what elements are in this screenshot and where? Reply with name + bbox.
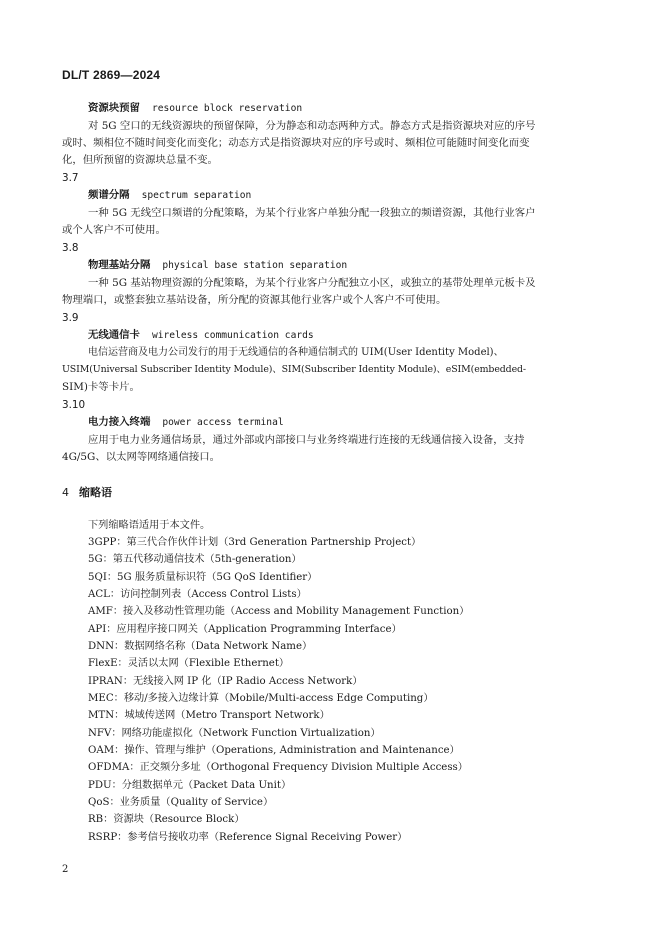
term-cn: 无线通信卡: [88, 329, 140, 341]
term-cn: 物理基站分隔: [88, 259, 151, 271]
definition-line: 或时、频相位不随时间变化而变化；动态方式是指资源块对应的序号或时、频相位可能随时间变化而变: [62, 137, 530, 149]
abbreviation-item: MEC：移动/多接入边缘计算（Mobile/Multi-access Edge Computing）: [88, 693, 434, 704]
term-en: power access terminal: [162, 417, 284, 428]
page-number: 2: [62, 864, 69, 875]
definition-line: 电信运营商及电力公司发行的用于无线通信的各种通信制式的 UIM(User Identity Model)、: [88, 347, 504, 358]
document-header: DL/T 2869—2024: [62, 68, 161, 82]
term-title: [88, 188, 251, 203]
abbreviation-item: 3GPP：第三代合作伙伴计划（3rd Generation Partnership Project）: [88, 537, 422, 548]
term-cn: 频谱分隔: [88, 189, 130, 201]
term-title: [88, 101, 302, 116]
term-cn: 资源块预留: [88, 102, 140, 114]
abbreviation-item: AMF：接入及移动性管理功能（Access and Mobility Management Function）: [88, 606, 470, 617]
abbreviation-item: 5QI：5G 服务质量标识符（5G QoS Identifier）: [88, 572, 318, 583]
clause-number: 3.9: [62, 312, 79, 324]
definition-line: 或个人客户不可使用。: [62, 224, 166, 236]
abbreviation-item: PDU：分组数据单元（Packet Data Unit）: [88, 780, 292, 791]
term-title: [88, 415, 284, 430]
abbreviation-item: RSRP：参考信号接收功率（Reference Signal Receiving Power）: [88, 832, 408, 843]
abbreviation-item: ACL：访问控制列表（Access Control Lists）: [88, 589, 307, 600]
abbreviation-item: DNN：数据网络名称（Data Network Name）: [88, 641, 313, 652]
clause-number: 3.10: [62, 399, 86, 411]
section-number: 4: [62, 486, 69, 499]
abbreviation-item: OAM：操作、管理与维护（Operations, Administration and Maintenance）: [88, 745, 460, 756]
abbreviation-item: API：应用程序接口网关（Application Programming Interface）: [88, 624, 402, 635]
term-title: [88, 328, 314, 343]
term-en: resource block reservation: [151, 103, 303, 114]
definition-line: 对 5G 空口的无线资源块的预留保障，分为静态和动态两种方式。静态方式是指资源块对应的序号: [88, 120, 536, 132]
clause-number: 3.8: [62, 242, 79, 254]
abbreviation-item: NFV：网络功能虚拟化（Network Function Virtualization）: [88, 728, 381, 739]
term-en: spectrum separation: [141, 190, 252, 201]
abbreviation-item: OFDMA：正交频分多址（Orthogonal Frequency Division Multiple Access）: [88, 762, 468, 773]
definition-line: 应用于电力业务通信场景，通过外部或内部接口与业务终端进行连接的无线通信接入设备，支持: [88, 434, 525, 446]
definition-line: USIM(Universal Subscriber Identity Module)、SIM(Subscriber Identity Module)、eSIM(embedded-: [62, 364, 526, 375]
clause-number: 3.7: [62, 172, 79, 184]
definition-line: 4G/5G、以太网等网络通信接口。: [62, 451, 221, 463]
abbreviation-item: RB：资源块（Resource Block）: [88, 814, 245, 825]
abbreviation-item: FlexE：灵活以太网（Flexible Ethernet）: [88, 658, 290, 669]
definition-line: 物理端口，或整套独立基站设备，所分配的资源其他行业客户或个人客户不可使用。: [62, 294, 447, 306]
section-heading: [62, 484, 112, 500]
term-cn: 电力接入终端: [88, 416, 151, 428]
section-title: 缩略语: [79, 486, 112, 499]
abbreviation-item: IPRAN：无线接入网 IP 化（IP Radio Access Network）: [88, 676, 363, 687]
term-en: wireless communication cards: [151, 330, 314, 341]
term-en: physical base station separation: [162, 260, 348, 271]
term-title: [88, 258, 347, 273]
definition-line: SIM)卡等卡片。: [62, 381, 140, 393]
definition-line: 一种 5G 无线空口频谱的分配策略，为某个行业客户单独分配一段独立的频谱资源，其他行业客户: [88, 207, 536, 219]
definition-line: 一种 5G 基站物理资源的分配策略，为某个行业客户分配独立小区，或独立的基带处理单元板卡及: [88, 277, 536, 289]
abbreviation-item: 5G：第五代移动通信技术（5th-generation）: [88, 554, 302, 565]
abbreviation-item: MTN：城域传送网（Metro Transport Network）: [88, 710, 330, 721]
abbreviation-item: QoS：业务质量（Quality of Service）: [88, 797, 274, 808]
section-intro: 下列缩略语适用于本文件。: [88, 520, 211, 531]
definition-line: 化，但所预留的资源块总量不变。: [62, 154, 218, 166]
